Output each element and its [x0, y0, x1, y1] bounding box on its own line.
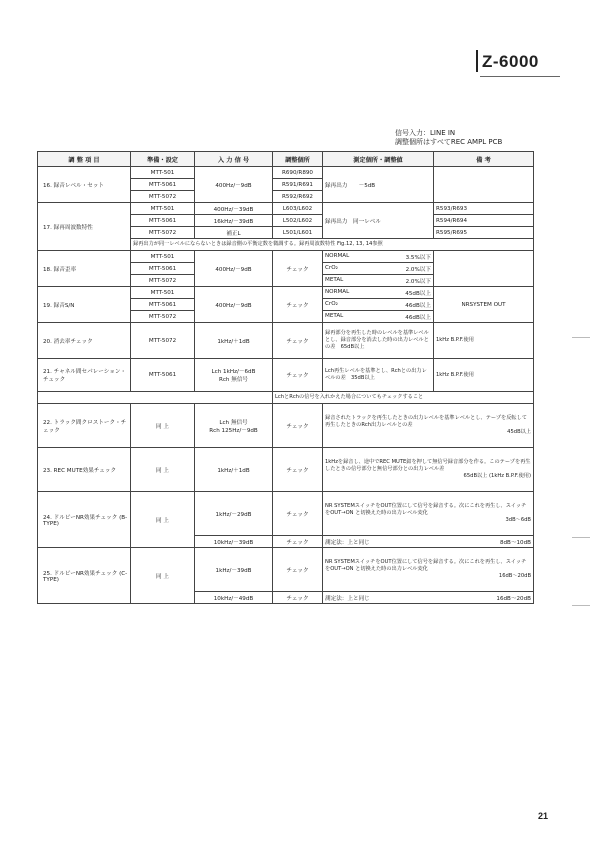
adjust-cell: L502/L602 [273, 215, 323, 227]
adjust-cell: チェック [273, 592, 323, 604]
signal-cell: 1kHz/＋1dB [195, 448, 273, 492]
page-number: 21 [538, 811, 549, 821]
prep-cell: 同 上 [131, 492, 195, 548]
remark-cell [434, 251, 534, 287]
item-label: 23. REC MUTE効果チェック [38, 448, 131, 492]
measure-cell [323, 592, 534, 604]
signal-cell: 1kHz/－29dB [195, 492, 273, 536]
col-header: 調 整 項 目 [38, 152, 131, 167]
adjust-cell: チェック [273, 404, 323, 448]
adjust-cell: チェック [273, 323, 323, 359]
col-header: 備 考 [434, 152, 534, 167]
adjust-cell: チェック [273, 448, 323, 492]
table-row [38, 323, 534, 359]
adjust-cell: L603/L602 [273, 203, 323, 215]
measure-cell [323, 263, 434, 275]
tape-cell: MTT-5061 [131, 263, 195, 275]
measure-text: 1kHzを録音し、途中でREC MUTE釦を押して無信号録音部分を作る。このテープを再生したときの信号部分と無信号部分との出力レベル差 [325, 459, 531, 472]
table-row [38, 359, 534, 392]
table-row [38, 492, 534, 536]
measure-value: 3.5%以下 [405, 254, 431, 261]
measure-cell [323, 275, 434, 287]
tape-type: NORMAL [325, 252, 350, 259]
tape-cell: MTT-501 [131, 251, 195, 263]
model-underline [480, 76, 560, 77]
signal-line: Lch 無信号 [219, 419, 248, 426]
measure-cell [323, 548, 534, 592]
footnote-cell: LchとRchの信号を入れかえた場合についてもチェックすること [273, 392, 534, 404]
remark-cell: 1kHz B.P.F.使用 [434, 359, 534, 392]
table-row [38, 404, 534, 448]
adjust-cell: チェック [273, 359, 323, 392]
remark-cell: 1kHz B.P.F.使用 [434, 323, 534, 359]
measure-text: 録音されたトラックを再生したときの出力レベルを基準レベルとし、テープを反転して再生したときのRch出力レベルとの差 [325, 415, 527, 428]
tape-cell: MTT-501 [131, 287, 195, 299]
prep-cell: 同 上 [131, 404, 195, 448]
item-label: 21. チャネル間セパレーション・チェック [38, 359, 131, 392]
adjust-cell: L501/L601 [273, 227, 323, 239]
measure-cell: 録再部分を再生した時のレベルを基準レベルとし、録音部分を消去した時の出力レベルとの差 65dB以上 [323, 323, 434, 359]
margin-mark [572, 605, 590, 606]
col-header: 入 力 信 号 [195, 152, 273, 167]
signal-cell: 10kHz/－49dB [195, 592, 273, 604]
adjust-cell: チェック [273, 548, 323, 592]
table-row [38, 548, 534, 592]
signal-line: Rch 無信号 [218, 377, 249, 383]
adjust-cell: チェック [273, 536, 323, 548]
measure-text: 測定法：上と同じ [325, 539, 370, 546]
tape-type: NORMAL [325, 288, 350, 295]
table-row [38, 287, 534, 299]
blank-cell [38, 392, 273, 404]
signal-cell: 1kHz/＋1dB [195, 323, 273, 359]
adjust-note: 調整個所はすべてREC AMPL PCB [395, 138, 503, 146]
measure-cell [323, 287, 434, 299]
tape-cell: MTT-5061 [131, 359, 195, 392]
measure-cell [323, 299, 434, 311]
measure-value: －5dB [358, 182, 376, 189]
table-row [38, 203, 534, 215]
footnote-cell: 録再出力が同一レベルにならないときは録音側の平衡定数を微調する。録再周波数特性 Fig.12, 13, 14参照 [131, 239, 534, 251]
signal-line: Lch 1kHz/－6dB [211, 369, 256, 375]
model-number: Z-6000 [482, 52, 539, 71]
measure-cell [323, 448, 534, 492]
measure-value: 16dB～20dB [498, 573, 531, 579]
measure-cell [323, 203, 434, 239]
table-header [38, 152, 534, 167]
adjust-cell: チェック [273, 287, 323, 323]
measure-text: 測定法：上と同じ [325, 595, 370, 602]
tape-cell: MTT-5072 [131, 323, 195, 359]
signal-cell: 400Hz/－39dB [195, 203, 273, 215]
margin-mark [572, 537, 590, 538]
measure-text: NR SYSTEMスイッチをOUT位置にして信号を録音する。次にこれを再生し、スイッチをOUT→ON と切換えた時の出力レベル変化 [325, 559, 527, 572]
prep-cell: 同 上 [131, 548, 195, 604]
measure-value: 45dB以上 [507, 429, 531, 435]
signal-cell: 400Hz/－9dB [195, 251, 273, 287]
col-header: 測定個所・調整値 [323, 152, 434, 167]
signal-cell: 補正L [195, 227, 273, 239]
prep-cell: 同 上 [131, 448, 195, 492]
tape-cell: MTT-5072 [131, 311, 195, 323]
tape-cell: MTT-5061 [131, 179, 195, 191]
measure-value: 2.0%以下 [405, 266, 431, 273]
item-label: 19. 録音S/N [38, 287, 131, 323]
remark-cell: NRSYSTEM OUT [434, 287, 534, 323]
input-note: 信号入力：LINE IN [395, 129, 456, 137]
tape-cell: MTT-5072 [131, 227, 195, 239]
signal-cell: 16kHz/－39dB [195, 215, 273, 227]
measure-value: 2.0%以下 [405, 278, 431, 285]
adjust-cell: R591/R691 [273, 179, 323, 191]
remark-cell: R594/R694 [434, 215, 534, 227]
item-label: 25. ドルビーNR効果チェック (C-TYPE) [38, 548, 131, 604]
item-label: 17. 録再周波数特性 [38, 203, 131, 251]
measure-cell [323, 536, 534, 548]
measure-value: 16dB～20dB [496, 595, 531, 602]
measure-cell [323, 492, 534, 536]
tape-type: METAL [325, 276, 344, 283]
tape-cell: MTT-5061 [131, 299, 195, 311]
signal-cell [195, 359, 273, 392]
measure-point: 録再出力 [325, 182, 348, 189]
measure-cell: Lch再生レベルを基準とし、Rchとの出力レベルの差 35dB以上 [323, 359, 434, 392]
item-label: 20. 消去率チェック [38, 323, 131, 359]
model-rule [476, 50, 478, 72]
signal-cell: 400Hz/－9dB [195, 167, 273, 203]
tape-type: METAL [325, 312, 344, 319]
adjust-cell: チェック [273, 251, 323, 287]
adjust-cell: チェック [273, 492, 323, 536]
tape-cell: MTT-5061 [131, 215, 195, 227]
signal-cell: 10kHz/－39dB [195, 536, 273, 548]
col-header: 準備・設定 [131, 152, 195, 167]
tape-type: CrO₂ [325, 300, 338, 307]
measure-cell [323, 167, 434, 203]
remark-cell [434, 167, 534, 203]
margin-mark [572, 337, 590, 338]
measure-value: 46dB以上 [405, 302, 431, 309]
table-row [38, 251, 534, 263]
measure-value: 3dB～6dB [505, 517, 531, 523]
tape-cell: MTT-501 [131, 203, 195, 215]
col-header: 調整個所 [273, 152, 323, 167]
tape-cell: MTT-5072 [131, 191, 195, 203]
tape-cell: MTT-5072 [131, 275, 195, 287]
tape-type: CrO₂ [325, 264, 338, 271]
measure-text: NR SYSTEMスイッチをOUT位置にして信号を録音する。次にこれを再生し、スイッチをOUT→ON と切換えた時の出力レベル変化 [325, 503, 527, 516]
measure-value: 同一レベル [353, 218, 381, 225]
table-row [38, 392, 534, 404]
remark-cell: R595/R695 [434, 227, 534, 239]
measure-cell [323, 311, 434, 323]
item-label: 18. 録音歪率 [38, 251, 131, 287]
signal-line: Rch 125Hz/－9dB [209, 427, 258, 434]
item-label: 24. ドルビーNR効果チェック (B-TYPE) [38, 492, 131, 548]
remark-cell: R593/R693 [434, 203, 534, 215]
signal-cell: 400Hz/－9dB [195, 287, 273, 323]
measure-value: 8dB～10dB [499, 539, 531, 546]
item-label: 16. 録音レベル・セット [38, 167, 131, 203]
adjust-cell: R592/R692 [273, 191, 323, 203]
adjustment-table [37, 151, 534, 604]
table-row [38, 167, 534, 179]
measure-value: 45dB以上 [405, 290, 431, 297]
tape-cell: MTT-501 [131, 167, 195, 179]
measure-point: 録再出力 [325, 218, 348, 225]
adjust-cell: R690/R890 [273, 167, 323, 179]
item-label: 22. トラック間クロストーク・チェック [38, 404, 131, 448]
measure-value: 65dB以上 (1kHz B.P.F.使用) [463, 473, 531, 479]
measure-cell [323, 251, 434, 263]
table-row [38, 448, 534, 492]
measure-cell [323, 404, 534, 448]
signal-cell: 1kHz/－39dB [195, 548, 273, 592]
signal-cell [195, 404, 273, 448]
measure-value: 46dB以上 [405, 314, 431, 321]
